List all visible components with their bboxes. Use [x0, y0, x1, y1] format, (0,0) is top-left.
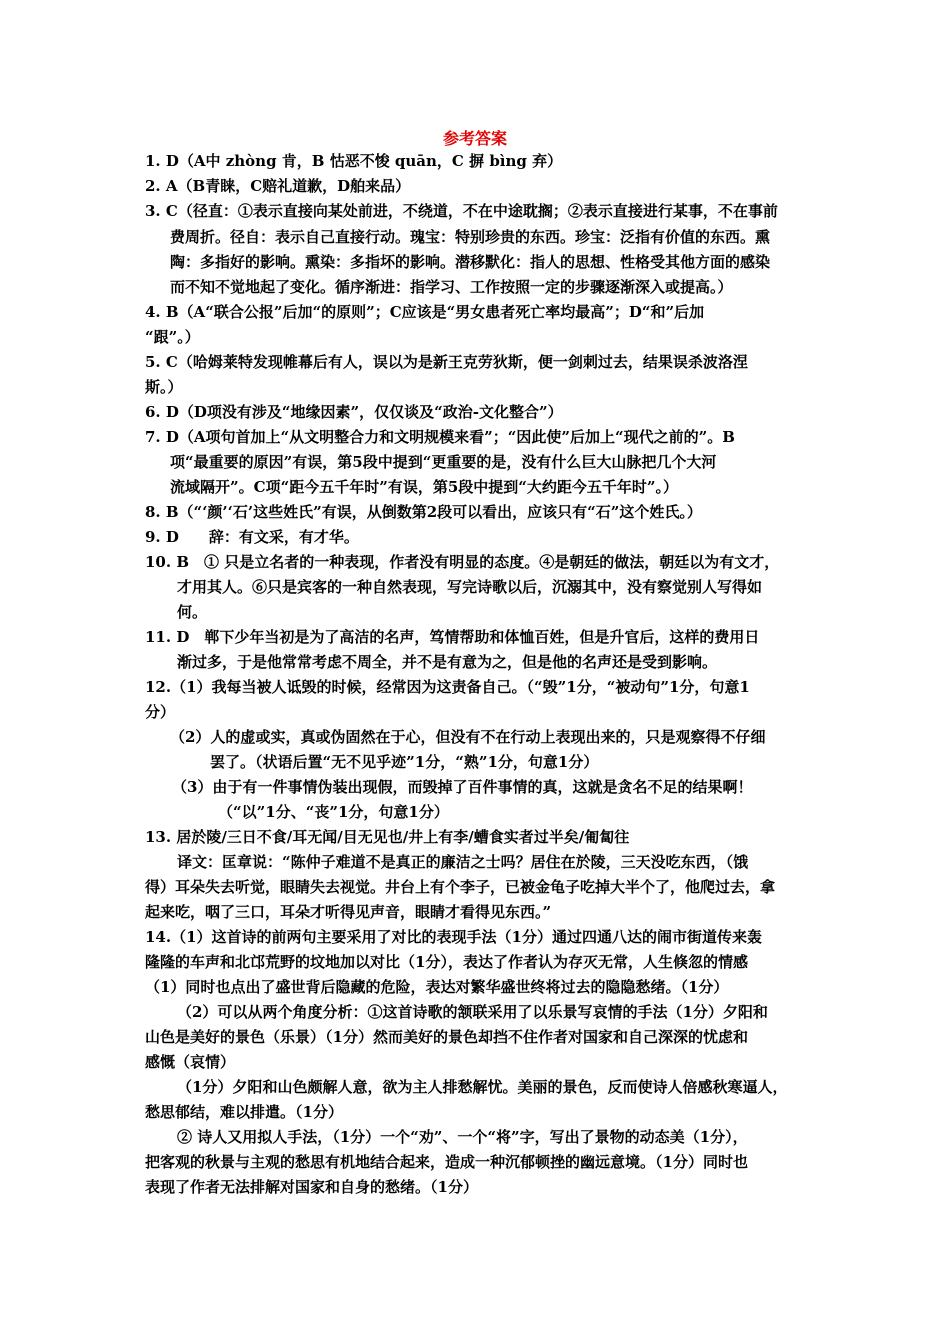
text-line: （2）人的虚或实，真或伪固然在于心，但没有不在行动上表现出来的，只是观察得不仔细 [170, 728, 766, 746]
text-line: 3. C（径直：①表示直接向某处前进，不绕道，不在中途耽搁；②表示直接进行某事，不在事前 [145, 202, 778, 220]
text-line: （2）可以从两个角度分析：①这首诗歌的颔联采用了以乐景写哀情的手法（1分）夕阳和 [177, 1003, 768, 1021]
text-line: 表现了作者无法排解对国家和自身的愁绪。（1分） [145, 1178, 478, 1196]
text-line: 山色是美好的景色（乐景）（1分）然而美好的景色却挡不住作者对国家和自己深深的忧虑和 [145, 1028, 748, 1046]
text-line: 罢了。（状语后置“无不见乎迹”1分，“熟”1分，句意1分） [210, 753, 599, 771]
text-line: 把客观的秋景与主观的愁思有机地结合起来，造成一种沉郁顿挫的幽远意境。（1分）同时也 [145, 1153, 748, 1171]
text-line: （“以”1分、“丧”1分，句意1分） [218, 803, 449, 821]
text-line: 得）耳朵失去听觉，眼睛失去视觉。井台上有个李子，已被金龟子吃掉大半个了，他爬过去，拿 [145, 878, 776, 896]
text-line: 分） [145, 703, 176, 721]
text-line: 12.（1）我每当被人诋毁的时候，经常因为这责备自己。（“毁”1分，“被动句”1分，句意1 [145, 678, 750, 696]
text-line: 11. D 郸下少年当初是为了高洁的名声，笃情帮助和体恤百姓，但是升官后，这样的费用日 [145, 628, 760, 646]
text-line: 才用其人。⑥只是宾客的一种自然表现，写完诗歌以后，沉溺其中，没有察觉别人写得如 [177, 578, 763, 596]
text-line: 4. B（A“联合公报”后加“的原则”；C应该是“男女患者死亡率均最高”；D“和”后加 [145, 303, 705, 321]
text-line: 何。 [177, 603, 208, 621]
text-line: 8. B（“‘颜’‘石’这些姓氏”有误，从倒数第2段可以看出，应该只有“石”这个姓氏。） [145, 503, 702, 521]
text-line: ② 诗人又用拟人手法，（1分）一个“劝”、一个“将”字，写出了景物的动态美（1分）， [177, 1128, 748, 1146]
text-line: 而不知不觉地起了变化。循序渐进：指学习、工作按照一定的步骤逐渐深入或提高。） [170, 278, 733, 296]
text-line: 项“最重要的原因”有误，第5段中提到“更重要的是，没有什么巨大山脉把几个大河 [170, 453, 717, 471]
text-line: “跟”。） [145, 328, 200, 346]
text-line: 译文：匡章说：“陈仲子难道不是真正的廉洁之士吗？居住在於陵，三天没吃东西，（饿 [177, 853, 749, 871]
text-line: 感慨（哀情） [145, 1053, 236, 1071]
text-line: （1）同时也点出了盛世背后隐藏的危险，表达对繁华盛世终将过去的隐隐愁绪。（1分） [145, 978, 729, 996]
text-line: 渐过多，于是他常常考虑不周全，并不是有意为之，但是他的名声还是受到影响。 [177, 653, 718, 671]
text-line: 起来吃，咽了三口，耳朵才听得见声音，眼睛才看得见东西。” [145, 903, 552, 921]
text-line: 费周折。径自：表示自己直接行动。瑰宝：特别珍贵的东西。珍宝：泛指有价值的东西。熏 [170, 228, 771, 246]
text-line: 隆隆的车声和北邙荒野的坟地加以对比（1分），表达了作者认为存灭无常，人生倏忽的情感 [145, 953, 748, 971]
text-line: 10. B ① 只是立名者的一种表现，作者没有明显的态度。④是朝廷的做法，朝廷以为有文才， [145, 553, 780, 571]
text-line: 9. D 辞：有文采，有才华。 [145, 528, 359, 546]
text-line: 2. A（B青睐，C赔礼道歉，D舶来品） [145, 177, 411, 195]
text-line: （1分）夕阳和山色颇解人意，欲为主人排愁解忧。美丽的景色，反而使诗人倍感秋寒逼人， [177, 1078, 788, 1096]
text-line: 斯。） [145, 378, 183, 396]
text-line: （3）由于有一件事情伪装出现假，而毁掉了百件事情的真，这就是贪名不足的结果啊！ [172, 778, 753, 796]
text-line: 流域隔开”。C项“距今五千年时”有误，第5段中提到“大约距今五千年时”。） [170, 478, 679, 496]
text-line: 陶：多指好的影响。熏染：多指坏的影响。潜移默化：指人的思想、性格受其他方面的感染 [170, 253, 771, 271]
text-line: 1. D（A中 zhòng 肯，B 怙恶不悛 quān，C 摒 bìng 弃） [145, 152, 563, 170]
text-line: 5. C（哈姆莱特发现帷幕后有人，误以为是新王克劳狄斯，便一剑刺过去，结果误杀波洛涅 [145, 353, 748, 371]
page-title: 参考答案 [442, 129, 507, 148]
text-line: 愁思郁结，难以排遣。（1分） [145, 1103, 343, 1121]
text-line: 6. D（D项没有涉及“地缘因素”，仅仅谈及“政治-文化整合”） [145, 403, 563, 421]
text-line: 7. D（A项句首加上“从文明整合力和文明规模来看”；“因此使”后加上“现代之前的”。B [145, 428, 735, 446]
text-line: 14.（1）这首诗的前两句主要采用了对比的表现手法（1分）通过四通八达的闹市街道传来轰 [145, 928, 762, 946]
text-line: 13. 居於陵/三日不食/耳无闻/目无见也/井上有李/螬食实者过半矣/匍匐往 [145, 828, 630, 846]
